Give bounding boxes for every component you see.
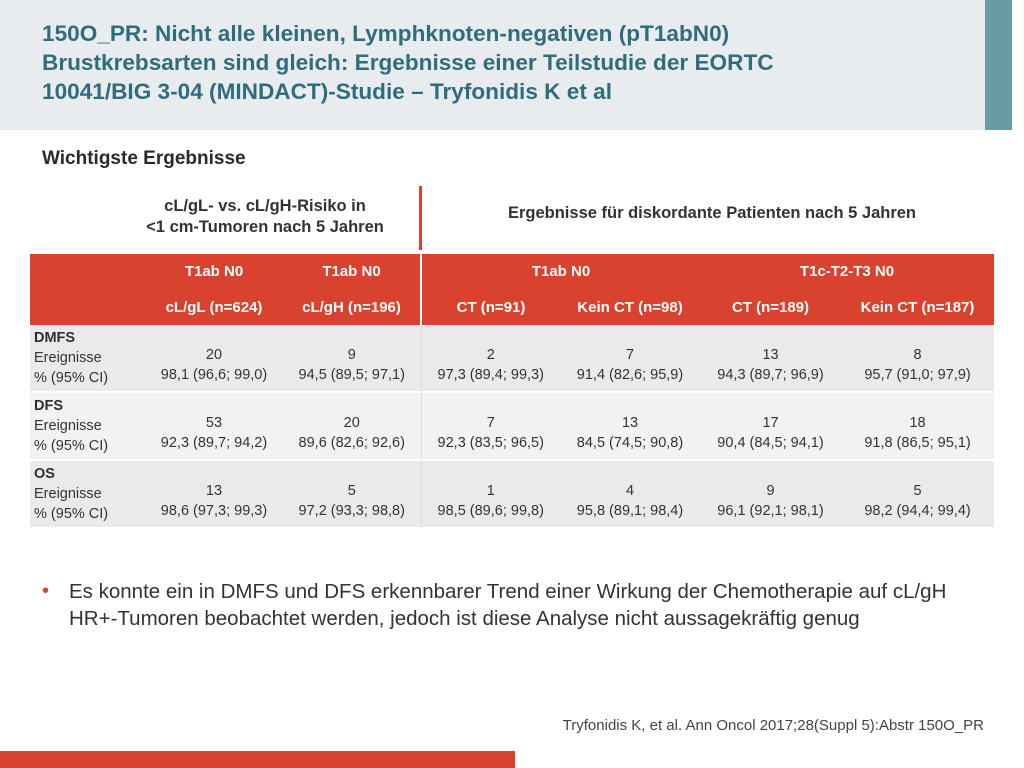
ci-value: 95,7 (91,0; 97,9) <box>864 367 971 383</box>
ci-value: 97,2 (93,3; 98,8) <box>298 503 405 519</box>
header-group: CT (n=91) <box>421 289 560 325</box>
ci-label: % (95% CI) <box>34 506 109 522</box>
table-cell <box>700 460 841 528</box>
ci-value: 95,8 (89,1; 98,4) <box>576 503 684 519</box>
table-cell <box>145 392 283 460</box>
row-label <box>30 392 145 460</box>
table-cell <box>841 325 994 392</box>
table-header-row-2 <box>30 289 994 325</box>
header-group: cL/gL (n=624) <box>145 289 283 325</box>
title-line-1: 150O_PR: Nicht alle kleinen, Lymphknoten-negativen (pT1abN0) <box>42 21 730 46</box>
reference-citation: Tryfonidis K, et al. Ann Oncol 2017;28(Suppl 5):Abstr 150O_PR <box>562 717 984 734</box>
table-cell <box>841 460 994 528</box>
events-label: Ereignisse <box>34 350 102 366</box>
events-value: 7 <box>486 415 495 431</box>
ci-value: 97,3 (89,4; 99,3) <box>437 367 544 383</box>
header-stage: T1c-T2-T3 N0 <box>700 254 994 289</box>
ci-value: 98,1 (96,6; 99,0) <box>160 367 268 383</box>
events-value: 20 <box>205 347 223 363</box>
events-value: 5 <box>347 483 356 499</box>
ci-value: 89,6 (82,6; 92,6) <box>298 435 405 451</box>
events-value: 18 <box>909 415 926 431</box>
table-cell <box>700 392 841 460</box>
ci-value: 98,5 (89,6; 99,8) <box>437 503 544 519</box>
ci-label: % (95% CI) <box>34 438 109 454</box>
table-row <box>30 392 994 460</box>
header-group: Kein CT (n=187) <box>841 289 994 325</box>
group-header-risk-line-2: <1 cm-Tumoren nach 5 Jahren <box>146 218 384 236</box>
events-value: 13 <box>762 347 779 363</box>
header-stage: T1ab N0 <box>421 254 700 289</box>
header-stage: T1ab N0 <box>145 254 283 289</box>
table-cell <box>421 325 560 392</box>
table-row <box>30 325 994 392</box>
events-value: 17 <box>762 415 779 431</box>
table-cell <box>560 392 700 460</box>
title-line-2: Brustkrebsarten sind gleich: Ergebnisse einer Teilstudie der EORTC <box>42 50 774 75</box>
events-value: 9 <box>347 347 356 363</box>
events-value: 13 <box>205 483 223 499</box>
table-cell <box>560 460 700 528</box>
ci-value: 92,3 (89,7; 94,2) <box>160 435 268 451</box>
ci-value: 96,1 (92,1; 98,1) <box>717 503 824 519</box>
results-table <box>30 254 994 529</box>
events-value: 8 <box>913 347 922 363</box>
slide-title <box>42 19 962 106</box>
group-header-risk-line-1: cL/gL- vs. cL/gH-Risiko in <box>164 197 366 215</box>
table-cell <box>421 392 560 460</box>
side-accent-bar <box>985 0 1012 130</box>
ci-value: 84,5 (74,5; 90,8) <box>576 435 684 451</box>
group-header-discordant: Ergebnisse für diskordante Patienten nach 5 Jahren <box>507 204 917 222</box>
header-stage: T1ab N0 <box>283 254 421 289</box>
events-value: 5 <box>913 483 922 499</box>
table-cell <box>145 460 283 528</box>
bullet-text: Es konnte ein in DMFS und DFS erkennbarer Trend einer Wirkung der Chemotherapie auf cL/gH HR+-Tumoren beobachtet werden, jedoch ist diese Analyse nicht aussagekräftig genug <box>69 580 947 630</box>
ci-value: 94,5 (89,5; 97,1) <box>298 367 405 383</box>
metric-name: DMFS <box>34 330 76 346</box>
header-group: CT (n=189) <box>700 289 841 325</box>
events-value: 53 <box>205 415 223 431</box>
ci-value: 98,6 (97,3; 99,3) <box>160 503 268 519</box>
table-header-blank <box>30 254 145 325</box>
events-value: 2 <box>486 347 495 363</box>
events-value: 7 <box>625 347 635 363</box>
table-cell <box>560 325 700 392</box>
events-label: Ereignisse <box>34 418 102 434</box>
table-header-row-1 <box>30 254 994 289</box>
row-label <box>30 325 145 392</box>
table-cell <box>145 325 283 392</box>
ci-value: 98,2 (94,4; 99,4) <box>864 503 971 519</box>
events-value: 4 <box>625 483 635 499</box>
metric-name: DFS <box>34 398 63 414</box>
table-cell <box>283 392 421 460</box>
title-line-3: 10041/BIG 3-04 (MINDACT)-Studie – Tryfonidis K et al <box>42 79 612 104</box>
table-row <box>30 460 994 528</box>
table-cell <box>283 460 421 528</box>
ci-value: 94,3 (89,7; 96,9) <box>717 367 824 383</box>
header-group: Kein CT (n=98) <box>560 289 700 325</box>
group-divider <box>419 186 422 250</box>
section-heading: Wichtigste Ergebnisse <box>42 148 246 169</box>
events-value: 9 <box>766 483 775 499</box>
events-label: Ereignisse <box>34 486 102 502</box>
ci-label: % (95% CI) <box>34 370 109 386</box>
header-group: cL/gH (n=196) <box>283 289 421 325</box>
bullet-dot-icon: • <box>42 580 50 602</box>
ci-value: 92,3 (83,5; 96,5) <box>437 435 544 451</box>
footer-accent-bar <box>0 751 515 768</box>
ci-value: 91,8 (86,5; 95,1) <box>864 435 971 451</box>
table-cell <box>421 460 560 528</box>
key-finding-bullet <box>42 578 982 632</box>
ci-value: 91,4 (82,6; 95,9) <box>576 367 684 383</box>
events-value: 20 <box>343 415 360 431</box>
metric-name: OS <box>34 466 55 482</box>
table-cell <box>283 325 421 392</box>
events-value: 1 <box>486 483 495 499</box>
table-cell <box>841 392 994 460</box>
table-cell <box>700 325 841 392</box>
group-header-risk <box>115 196 415 238</box>
events-value: 13 <box>621 415 639 431</box>
row-label <box>30 460 145 528</box>
ci-value: 90,4 (84,5; 94,1) <box>717 435 824 451</box>
